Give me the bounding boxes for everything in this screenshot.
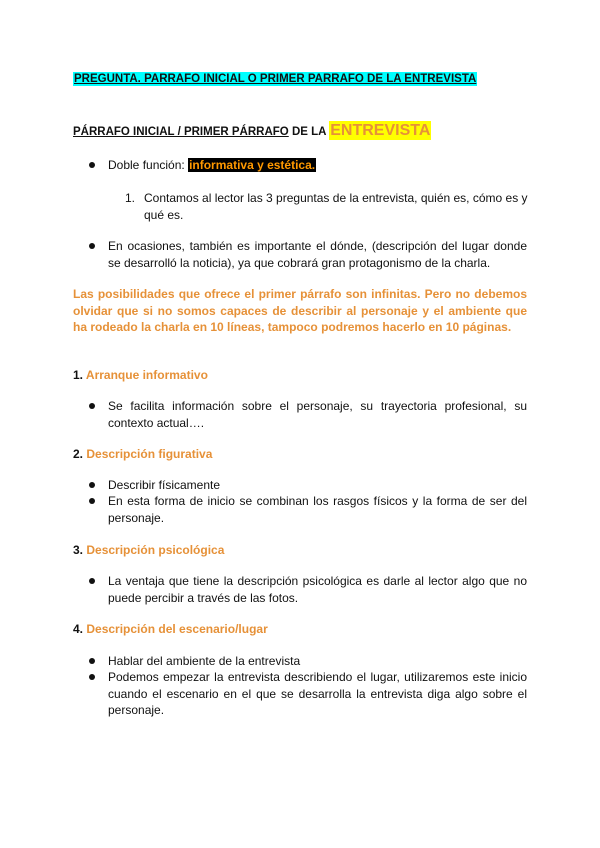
- section-label: Descripción figurativa: [83, 447, 213, 461]
- list-item: Podemos empezar la entrevista describiendo el lugar, utilizaremos este inicio cuando el escenario en el que se desarrolla la entrevista diga algo sobre el personaje.: [108, 670, 527, 717]
- orange-paragraph: Las posibilidades que ofrece el primer párrafo son infinitas. Pero no debemos olvidar que si no somos capaces de describir al personaje y el ambiente que ha rodeado la charla en 10 líneas, tampoco podremos hacerlo en 10 páginas.: [73, 287, 527, 334]
- bullet-dot: [89, 658, 95, 664]
- section-number: 1.: [73, 368, 84, 382]
- section-heading-4: [73, 621, 268, 638]
- list-item: Se facilita información sobre el personaje, su trayectoria profesional, su contexto actual….: [108, 399, 527, 430]
- section-heading: [73, 121, 431, 142]
- bullet-dot: [89, 674, 95, 680]
- section-number: 4.: [73, 622, 84, 636]
- heading-highlight: ENTREVISTA: [330, 122, 431, 139]
- list-item: La ventaja que tiene la descripción psicológica es darle al lector algo que no puede percibir a través de las fotos.: [108, 574, 527, 605]
- section-label: Descripción del escenario/lugar: [83, 622, 268, 636]
- section-number: 2.: [73, 447, 84, 461]
- heading-main: PÁRRAFO INICIAL / PRIMER PÁRRAFO: [73, 126, 289, 138]
- numbered-item: Contamos al lector las 3 preguntas de la entrevista, quién es, cómo es y qué es.: [144, 191, 528, 222]
- bullet-dot: [89, 403, 95, 409]
- page-title: PREGUNTA. PARRAFO INICIAL O PRIMER PARRAFO DE LA ENTREVISTA: [74, 73, 477, 85]
- list-item: En esta forma de inicio se combinan los rasgos físicos y la forma de ser del personaje.: [108, 494, 527, 525]
- list-item-text: Doble función:: [108, 158, 189, 172]
- highlighted-text: informativa y estética.: [189, 158, 316, 172]
- section-number: 3.: [73, 543, 84, 557]
- bullet-dot: [89, 162, 95, 168]
- bullet-dot: [89, 482, 95, 488]
- bullet-dot: [89, 578, 95, 584]
- heading-connector: DE LA: [288, 126, 330, 138]
- list-item: [108, 157, 316, 174]
- numbered-marker: 1.: [125, 191, 136, 205]
- list-item: Describir físicamente: [108, 478, 221, 492]
- section-heading-3: [73, 542, 224, 559]
- section-label: Arranque informativo: [83, 368, 208, 382]
- bullet-dot: [89, 498, 95, 504]
- section-heading-1: [73, 367, 208, 384]
- bullet-dot: [89, 243, 95, 249]
- section-label: Descripción psicológica: [83, 543, 225, 557]
- list-item: Hablar del ambiente de la entrevista: [108, 654, 301, 668]
- section-heading-2: [73, 446, 212, 463]
- list-item: En ocasiones, también es importante el dónde, (descripción del lugar donde se desarrolló la noticia), ya que cobrará gran protagonismo de la charla.: [108, 239, 527, 270]
